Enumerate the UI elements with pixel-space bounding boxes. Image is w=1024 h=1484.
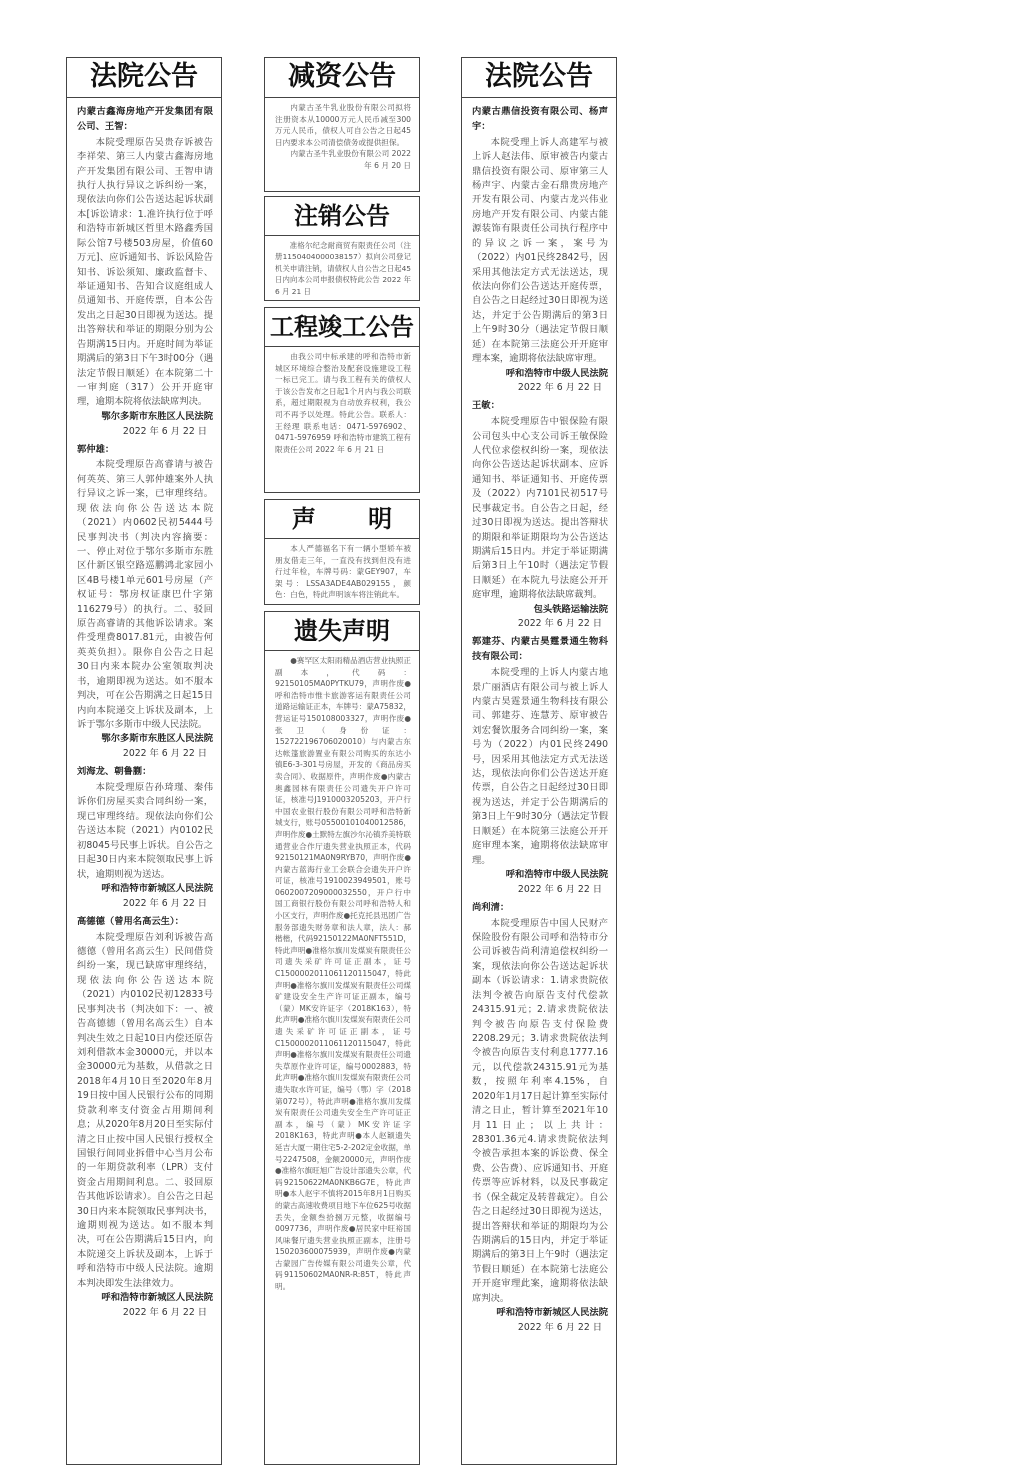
notice-body: 本院受理上诉人高建军与被上诉人赵法伟、原审被告内蒙古鼎信投资有限公司、原审第三人杨声宇、内蒙古金石鼎贵房地产开发有限公司、内蒙古龙兴伟业房地产开发有限公司、内蒙古能源装饰有限责任公司执行程序中的异议之诉一案，案号为（2022）内01民终2842号，因采用其他法定方式无法送达，现依法向你们公告送达开庭传票，自公告之日起经过30日即视为送达，并定于公告期满后的第3日上午9时30分（遇法定节假日顺延）在本院第三法庭公开开庭审理本案，逾期将依法缺席审理。	[472, 136, 608, 365]
notice-body: 本院受理原告吴贵存诉被告李祥荣、第三人内蒙古鑫海房地产开发集团有限公司、王智申请执行人执行异议之诉纠纷一案，现依法向你们公告送达起诉状副本[诉讼请求：1.准许执行位于呼和浩特市新城区哲里木路鑫秀国际公馆7号楼503房屋，价值60万元]、应诉通知书、诉讼风险告知书、诉讼须知、廉政监督卡、举证通知书、告知合议庭组成人员通知书、开庭传票，自本公告发出之日起30日即视为送达。提出答辩状和举证的期限分别为公告期满15日内。开庭时间为举证期满后的第3日下午3时00分（遇法定节假日顺延）在本院第二十一审判庭（317）公开开庭审理，逾期本院将依法缺席判决。	[77, 136, 213, 408]
left-column-body	[67, 98, 221, 1327]
capital-reduction-title: 减资公告	[265, 58, 419, 98]
notice-date: 2022 年 6 月 22 日	[517, 883, 602, 895]
notice-court: 呼和浩特市中级人民法院	[505, 367, 608, 379]
notice-block	[472, 635, 608, 897]
capital-reduction-sign: 内蒙古圣牛乳业股份有限公司 2022 年 6 月 20 日	[290, 149, 411, 170]
notice-court: 鄂尔多斯市东胜区人民法院	[101, 733, 213, 745]
statement-title: 声 明	[265, 500, 419, 539]
notice-date: 2022 年 6 月 22 日	[517, 1321, 602, 1333]
notice-block	[77, 915, 213, 1321]
notice-body: 本院受理原告中国人民财产保险股份有限公司呼和浩特市分公司诉被告尚利清追偿权纠纷一案，现依法向你公告送达起诉状副本（诉讼请求：1.请求贵院依法判令被告向原告支付代偿款24315.91元；2.请求贵院依法判令被告向原告支付保险费2208.29元；3.请求贵院依法判令被告向原告支付利息1777.16元，以代偿款24315.91元为基数，按照年利率4.15%，自2020年1月17日起计算至实际付清之日止，暂计算至2021年10月11日止；以上共计：28301.36元4.请求贵院依法判令被告承担本案的诉讼费、保全费、公告费）、应诉通知书、开庭传票等应诉材料，以及民事裁定书（保全裁定及转普裁定）。自公告之日起经过30日即视为送达，提出答辩状和举证的期限均为公告期满后的15日内，并定于举证期满后的第3日上午9时（遇法定节假日顺延）在本院第七法庭公开开庭审理此案，逾期将依法缺席判决。	[472, 917, 608, 1304]
notice-addressee: 刘海龙、朝鲁蒯：	[77, 766, 152, 778]
notice-block	[77, 105, 213, 440]
notice-addressee: 郭仲雄：	[77, 443, 115, 455]
notice-block	[472, 105, 608, 396]
notice-date: 2022 年 6 月 22 日	[122, 1307, 207, 1319]
notice-date: 2022 年 6 月 22 日	[122, 748, 207, 760]
notice-addressee: 内蒙古鼎信投资有限公司、杨声宇：	[472, 106, 608, 132]
notice-court: 包头铁路运输法院	[533, 603, 608, 615]
notice-addressee: 尚利清：	[472, 901, 510, 913]
completion-title: 工程竣工公告	[265, 308, 419, 347]
notice-addressee: 郭建芬、内蒙古昊霆景通生物科技有限公司：	[472, 636, 608, 663]
loss-statement-body: ●赛罕区太阳雨精品酒店营业执照正副本，代码：92150105MA0PYTKU79，声明作废●呼和浩特市惟卡旅游客运有限责任公司道路运输证正本，车牌号：蒙A75832，营运证号150108003327，声明作废●张卫（身份证：152722196706020010）与内蒙古东达帐篷旅游置业有限公司购买的东达小镇E6-3-301号房屋，开发的《商品房买卖合同》、收据原件，声明作废●内蒙古奥鑫园林有限责任公司遗失开户许可证，核准号J1910003205203，开户行中国农业银行股份有限公司呼和浩特新城支行，账号05500101040012586，声明作废●土默特左旗沙尔沁镇乔美特联通营业合作厅遗失营业执照正本，代码92150121MA0N9RYB70，声明作废●内蒙古蓝海行业工会联合会遗失开户许可证，核准号1910023949501，账号0602007209000032550，开户行中国工商银行股份有限公司呼和浩特人和小区支行，声明作废●托克托县迅团广告服务部遗失财务章和法人章，法人：郝楷楷，代码92150122MA0NFT551D，特此声明●准格尔旗川发煤炭有限责任公司遗失采矿许可证正副本，证号C1500002011061120115047，特此声明●准格尔旗川发煤炭有限责任公司煤矿建设安全生产许可证正副本，编号（蒙）MK安许证字（2018K163），特此声明●准格尔旗川发煤炭有限责任公司遗失采矿许可证正副本，证号C1500002011061120115047，特此声明●准格尔旗川发煤炭有限责任公司遗失草原作业许可证，编号0002883，特此声明●准格尔旗川发煤炭有限责任公司遗失取水许可证，编号（鄂）字（2018第072号），特此声明●准格尔旗川发煤炭有限责任公司遗失安全生产许可证正副本，编号（蒙）MK安许证字2018K163，特此声明●本人赵颖遗失延吉大厦一期住宅5-2-202定金收据，单号2247508，金额20000元，声明作废●准格尔旗旺旭广告设计部遗失公章，代码92150622MA0NKB6G7E，特此声明●本人赵宇不慎将2015年8月1日购买的蒙古高速收费项目地下车位625号收据丢失，金额叁拾捌万元整，收据编号0097736，声明作废●居民家中旺裕国风味餐厅遗失营业执照正副本，注册号150203600075939，声明作废●内蒙古蒙园广告传媒有限公司遗失公章，代码91150602MA0NR-R:85T，特此声明。	[275, 656, 411, 1292]
capital-reduction-notice	[264, 57, 420, 192]
notice-court: 呼和浩特市新城区人民法院	[101, 1292, 213, 1304]
notice-body: 本院受理原告高睿请与被告何英英、第三人郭仲雄案外人执行异议之诉一案，已审理终结。现依法向你公告送达本院（2021）内0602民初5444号民事判决书（判决内容摘要：一、停止对位于鄂尔多斯市东胜区什新区银空路巡鹏鸿北家园小区4B号楼1单元601号房屋（产权证号：鄂房权证康巴什字第116279号）的执行。二、驳回原告高睿请的其他诉讼请求。案件受理费8017.81元，由被告何英英负担）。限你自公告之日起30日内来本院办公室领取判决书，逾期即视为送达。如不服本判决，可在公告期满之日起15日内向本院递交上诉状及副本，上诉于鄂尔多斯市中级人民法院。	[77, 459, 213, 730]
notice-court: 呼和浩特市新城区人民法院	[101, 882, 213, 894]
notice-block	[472, 399, 608, 632]
notice-court: 鄂尔多斯市东胜区人民法院	[101, 410, 213, 422]
notice-court: 呼和浩特市中级人民法院	[505, 869, 608, 881]
loss-statement-notice	[264, 611, 420, 1465]
notice-block	[472, 901, 608, 1336]
completion-notice	[264, 307, 420, 493]
notice-body: 本院受理原告孙琦瑾、秦伟诉你们房屋买卖合同纠纷一案，现已审理终结。现依法向你们公告送达本院（2021）内0102民初8045号民事上诉状。自公告之日起30日内来本院领取民事上诉状，逾期则视为送达。	[77, 782, 213, 880]
notice-date: 2022 年 6 月 22 日	[517, 382, 602, 394]
completion-body: 由我公司中标承建的呼和浩特市新城区环境综合整治及配套设施建设工程一标已完工。请与我工程有关的债权人于该公告发布之日起1个月内与我公司联系，超过期限视为自动放弃权利，我公司不再予以处理。特此公告。联系人：王经理 联系电话：0471-5976902、0471-5976959 呼和浩特市建筑工程有限责任公司 2022 年 6 月 21 日	[275, 352, 411, 454]
right-column-body	[462, 98, 616, 1342]
deregistration-body: 准格尔纪念耐商贸有限责任公司（注册1150404000038157）拟向公司登记机关申请注销，请债权人自公告之日起45日内向本公司申报债权特此公告 2022 年 6 月 21 日	[275, 241, 411, 296]
notice-date: 2022 年 6 月 22 日	[517, 618, 602, 630]
notice-date: 2022 年 6 月 22 日	[122, 897, 207, 909]
right-column-title: 法院公告	[462, 58, 616, 98]
notice-body: 本院受理原告刘利诉被告高德德（曾用名高云生）民间借贷纠纷一案，现已缺席审理终结，现依法向你公告送达本院（2021）内0102民初12833号民事判决书（判决如下：一、被告高德德（曾用名高云生）自本判决生效之日起10日内偿还原告刘利借款本金30000元，并以本金30000元为基数，从借款之日2018年4月10日至2020年8月19日按中国人民银行公布的同期贷款利率支付资金占用期间利息；从2020年8月20日至实际付清之日止按中国人民银行授权全国银行间同业拆借中心当月公布的一年期贷款利率（LPR）支付资金占用期间利息。二、驳回原告其他诉讼请求）。自公告之日起30日内来本院领取民事判决书，逾期则视为送达。如不服本判决，可在公告期满后15日内，向本院递交上诉状及副本，上诉于呼和浩特市中级人民法院。逾期本判决即发生法律效力。	[77, 931, 213, 1289]
notice-date: 2022 年 6 月 22 日	[122, 425, 207, 437]
loss-statement-title: 遗失声明	[265, 612, 419, 651]
notice-addressee: 内蒙古鑫海房地产开发集团有限公司、王智：	[77, 106, 213, 132]
notice-court: 呼和浩特市新城区人民法院	[496, 1307, 608, 1319]
left-column-title: 法院公告	[67, 58, 221, 98]
notice-addressee: 王敏：	[472, 400, 500, 412]
notice-addressee: 高德德（曾用名高云生）：	[77, 915, 184, 927]
deregistration-notice	[264, 196, 420, 301]
statement-notice	[264, 499, 420, 605]
notice-body: 本院受理的上诉人内蒙古地景广丽酒店有限公司与被上诉人内蒙古昊霆景通生物科技有限公司、郭建芬、连慧芳、原审被告刘宏餐饮服务合同纠纷一案，案号为（2022）内01民终2490号，因采用其他法定方式无法送达，现依法向你们公告送达开庭传票，自公告之日起经过30日即视为送达，并定于公告期满后的第3日上午9时30分（遇法定节假日顺延）在本院第三法庭公开开庭审理本案，逾期将依法缺席审理。	[472, 667, 608, 866]
right-court-notice-column	[461, 57, 617, 1465]
notice-block	[77, 443, 213, 763]
left-court-notice-column	[66, 57, 222, 1465]
statement-body: 本人严德福名下有一辆小型轿车被朋友借走三年，一直没有找到但没有进行过年检，车牌号码：蒙GEY907，车架号：LSSA3ADE4AB029155，颜色：白色，特此声明该车将注销此车。	[275, 544, 411, 600]
capital-reduction-body: 内蒙古圣牛乳业股份有限公司拟将注册资本从10000万元人民币减至300万元人民币，债权人可自公告之日起45日内要求本公司清偿债务或提供担保。	[275, 103, 411, 147]
notice-block	[77, 765, 213, 912]
deregistration-title: 注销公告	[265, 197, 419, 236]
notice-body: 本院受理原告中银保险有限公司包头中心支公司诉王敏保险人代位求偿权纠纷一案，现依法向你公告送达起诉状副本、应诉通知书、举证通知书、开庭传票及（2022）内7101民初517号民事裁定书。自公告之日起，经过30日即视为送达。提出答辩状的期限和举证期限均为公告送达期满后15日内。并定于举证期满后第3日上午10时（遇法定节假日顺延）在本院九号法庭公开开庭审理，逾期将依法缺席裁判。	[472, 416, 608, 601]
